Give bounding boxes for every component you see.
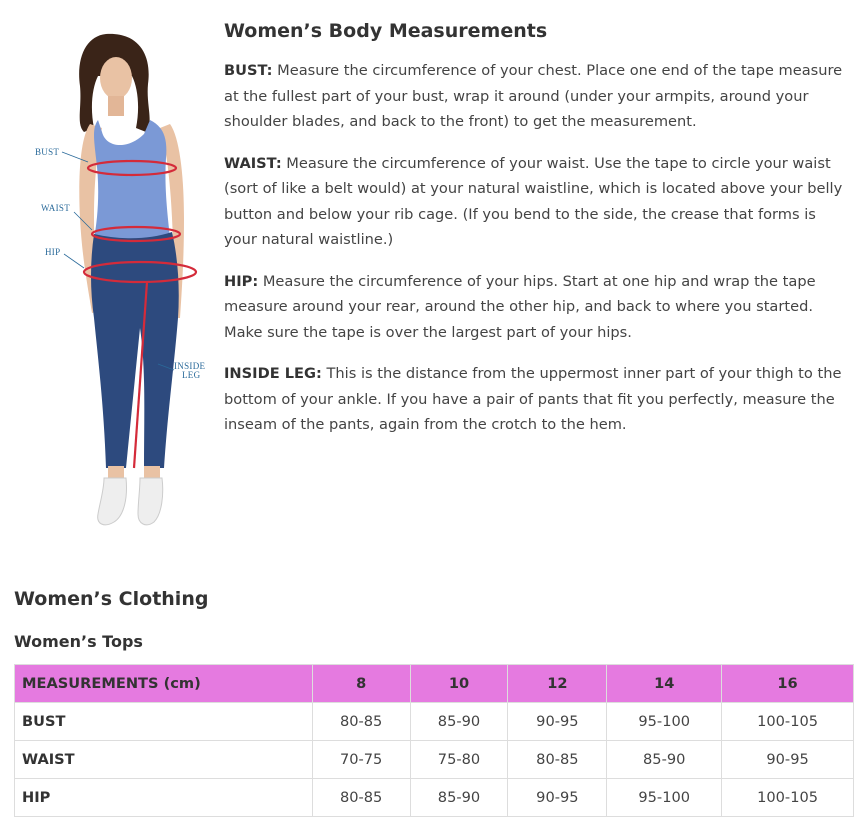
table-cell: 80-85 <box>508 741 607 779</box>
neck-shape <box>108 96 124 116</box>
left-shoe-shape <box>98 478 127 525</box>
waist-text: Measure the circumference of your waist. Use the tape to circle your waist (sort of like a belt would) at your natural waistline, which is located above your belly button and below your rib cage. (If you bend to the side, the crease that forms is your natural waistline.) <box>224 154 843 248</box>
inside-leg-label-line2: LEG <box>182 370 201 380</box>
table-cell: 75-80 <box>410 741 508 779</box>
inside-leg-term: INSIDE LEG: <box>224 365 322 382</box>
hip-pointer-line <box>64 254 84 268</box>
inside-leg-description <box>224 361 844 438</box>
hip-text: Measure the circumference of your hips. Start at one hip and wrap the tape measure around your rear, around the other hip, and back to where you started. Make sure the tape is over the largest part of your hips. <box>224 272 816 341</box>
face-shape <box>100 57 132 99</box>
body-measurements-heading: Women’s Body Measurements <box>224 20 548 42</box>
bust-description <box>224 58 844 135</box>
table-cell: 90-95 <box>722 741 854 779</box>
table-row-waist <box>15 741 854 779</box>
header-size-8: 8 <box>312 665 410 703</box>
table-cell: 100-105 <box>722 779 854 817</box>
table-cell: 95-100 <box>607 703 722 741</box>
table-header-row <box>15 665 854 703</box>
hip-label: HIP <box>45 247 61 257</box>
body-measurements-section <box>224 18 844 454</box>
table-cell: 85-90 <box>410 779 508 817</box>
womens-tops-size-table <box>14 664 854 817</box>
row-label-hip: HIP <box>15 779 313 817</box>
woman-figure-illustration <box>28 28 216 534</box>
table-cell: 90-95 <box>508 703 607 741</box>
waist-label: WAIST <box>41 203 70 213</box>
tank-top-shape <box>94 120 170 243</box>
table-row-bust <box>15 703 854 741</box>
bust-label: BUST <box>35 147 60 157</box>
womens-tops-heading: Women’s Tops <box>14 632 143 651</box>
inside-leg-label-line1: INSIDE <box>174 361 206 371</box>
body-measurement-figure <box>28 28 216 534</box>
womens-clothing-heading: Women’s Clothing <box>14 588 209 610</box>
header-measurements: MEASUREMENTS (cm) <box>15 665 313 703</box>
table-cell: 80-85 <box>312 779 410 817</box>
right-shoe-shape <box>138 478 163 525</box>
table-cell: 85-90 <box>607 741 722 779</box>
row-label-bust: BUST <box>15 703 313 741</box>
table-cell: 85-90 <box>410 703 508 741</box>
table-cell: 100-105 <box>722 703 854 741</box>
table-cell: 95-100 <box>607 779 722 817</box>
table-cell: 80-85 <box>312 703 410 741</box>
table-cell: 90-95 <box>508 779 607 817</box>
hip-description <box>224 269 844 346</box>
header-size-16: 16 <box>722 665 854 703</box>
header-size-10: 10 <box>410 665 508 703</box>
inside-leg-text: This is the distance from the uppermost inner part of your thigh to the bottom of your ankle. If you have a pair of pants that fit you perfectly, measure the inseam of the pants, again from the crotch to the hem. <box>224 365 842 433</box>
hip-term: HIP: <box>224 272 259 290</box>
waist-term: WAIST: <box>224 154 282 172</box>
bust-text: Measure the circumference of your chest. Place one end of the tape measure at the fullest part of your bust, wrap it around (under your armpits, around your shoulder blades, and back to the front) to get the measurement. <box>224 62 843 130</box>
table-row-hip <box>15 779 854 817</box>
row-label-waist: WAIST <box>15 741 313 779</box>
bust-term: BUST: <box>224 62 273 79</box>
jeans-shape <box>91 232 179 468</box>
header-size-14: 14 <box>607 665 722 703</box>
header-size-12: 12 <box>508 665 607 703</box>
table-cell: 70-75 <box>312 741 410 779</box>
waist-description <box>224 151 844 253</box>
